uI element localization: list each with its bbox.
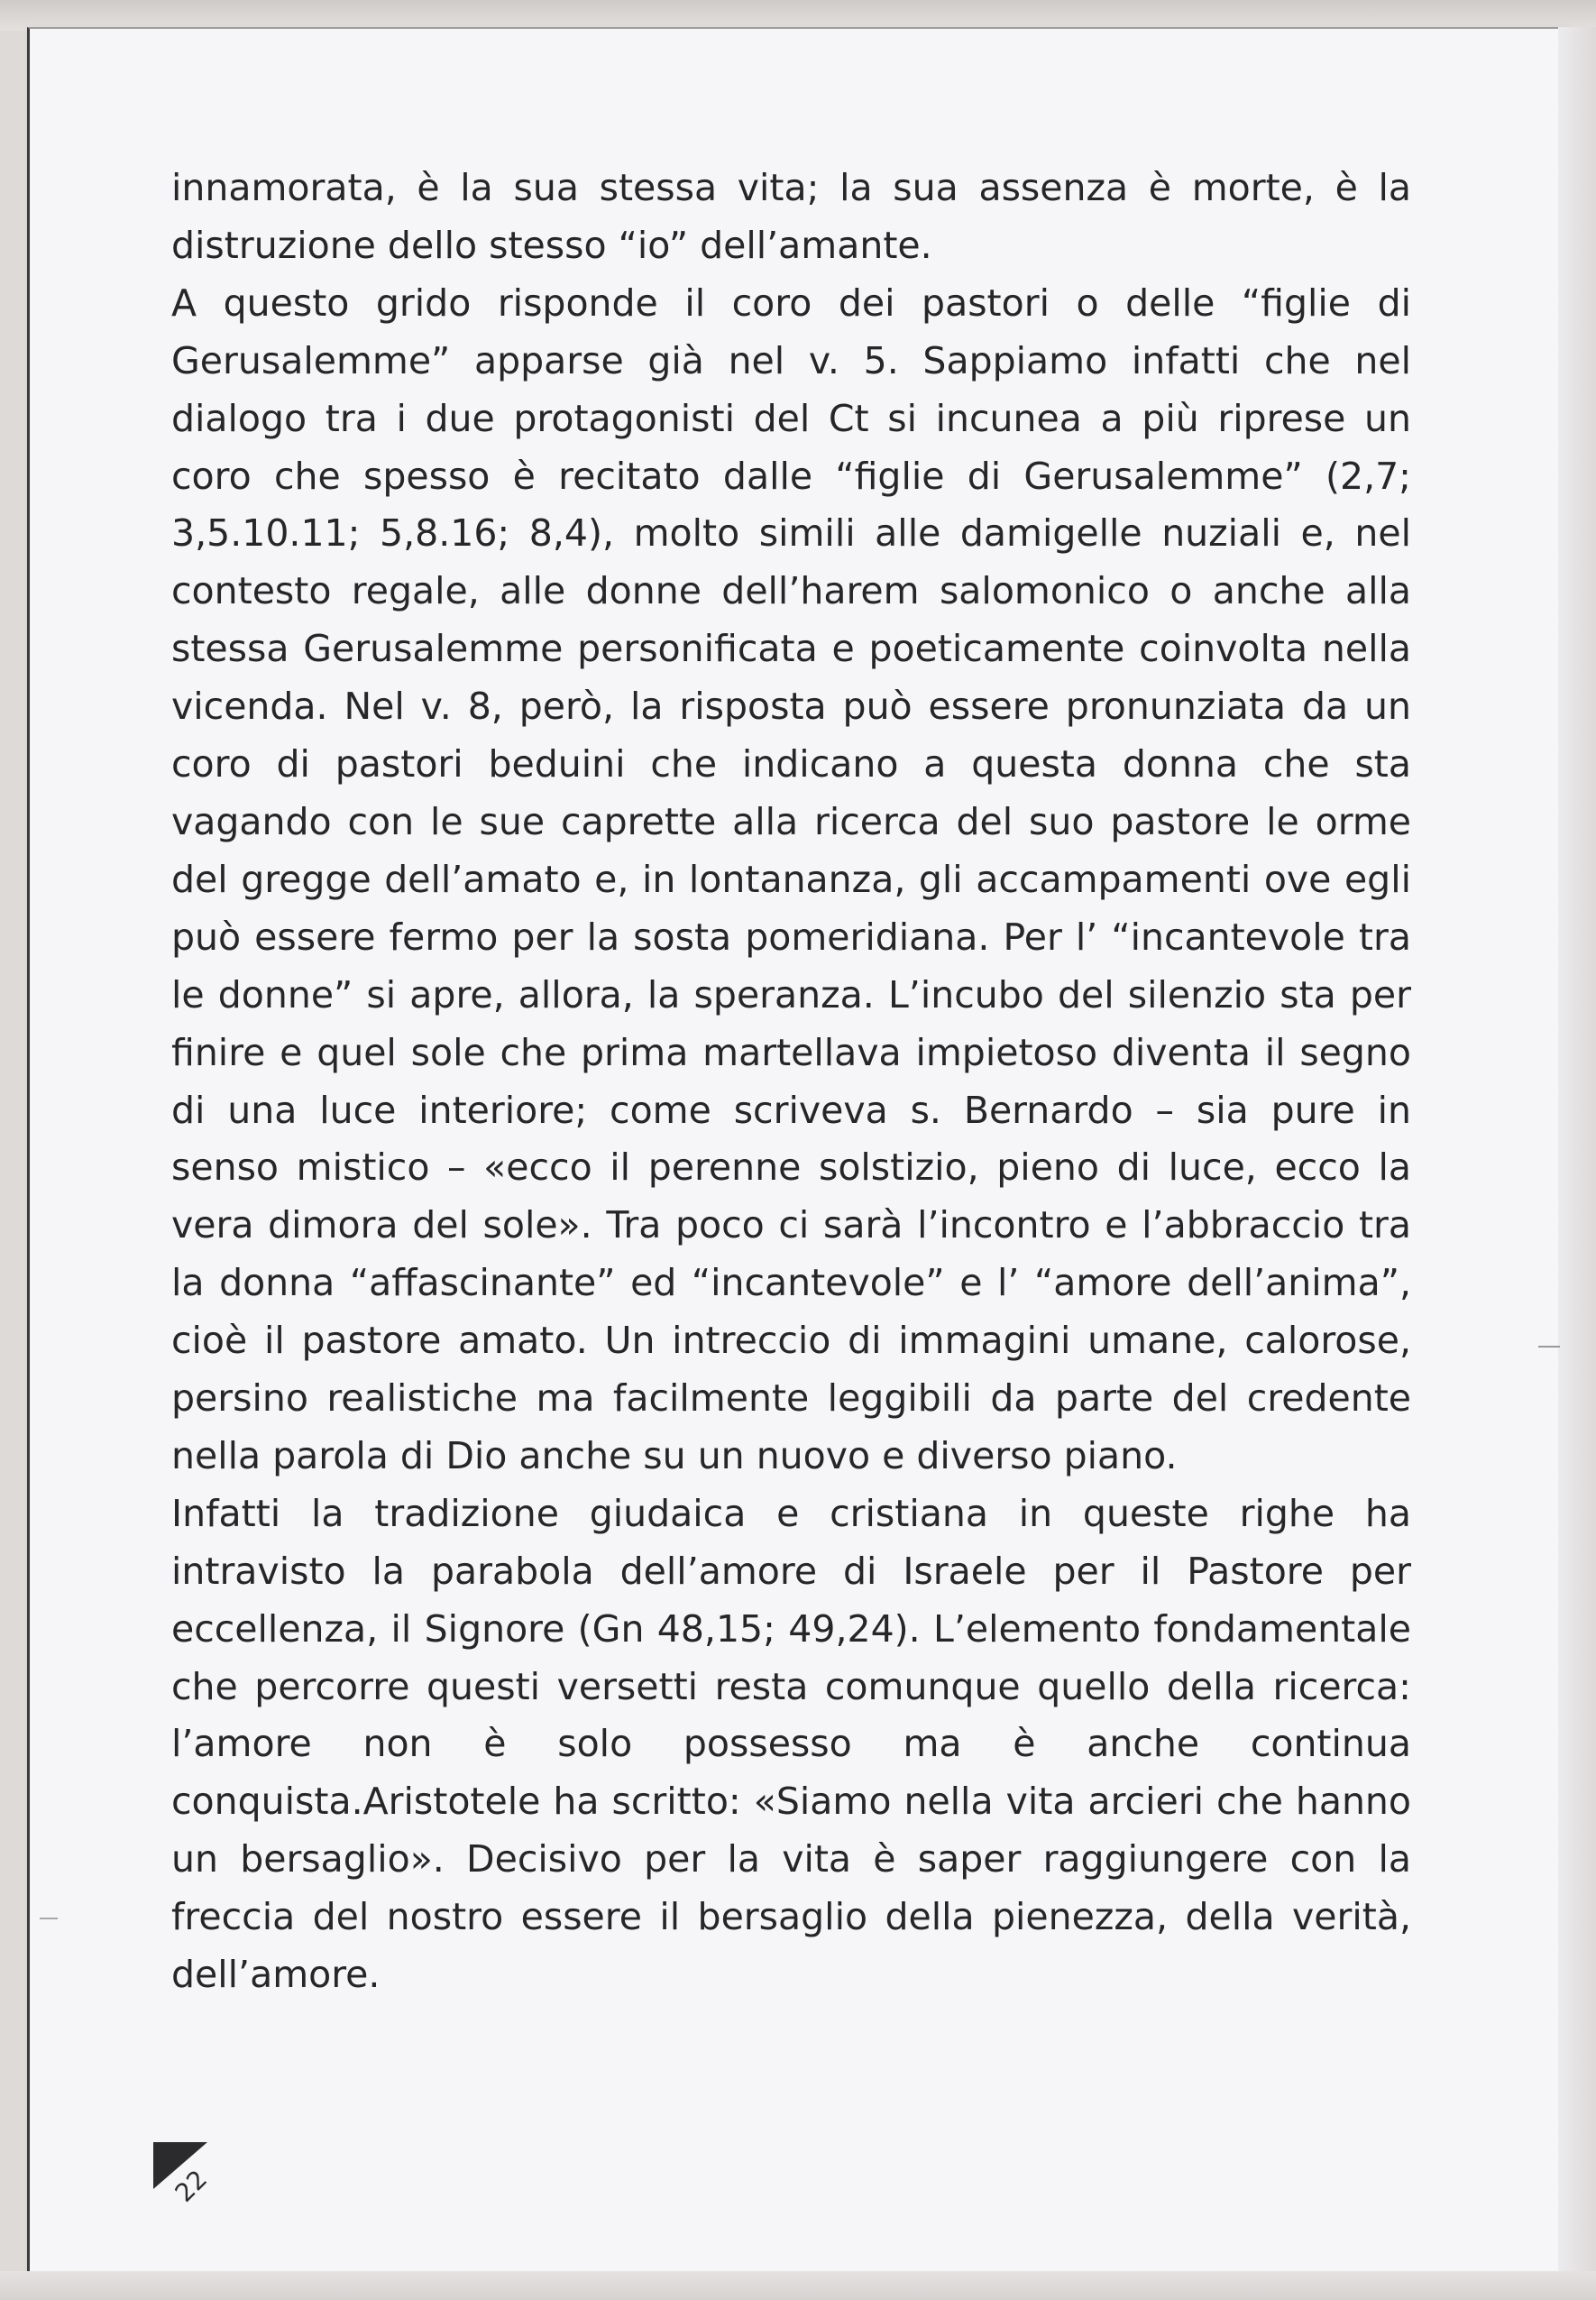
page-number: 22 — [169, 2164, 214, 2208]
body-text — [171, 160, 1411, 2004]
paragraph-1: innamorata, è la sua stessa vita; la sua assenza è morte, è la distruzione dello stesso “io” dell’amante. — [171, 166, 1411, 267]
margin-mark — [40, 1918, 58, 1919]
page-edge-mark — [1538, 1346, 1560, 1348]
scan-background-top — [0, 0, 1596, 31]
paragraph-2: A questo grido risponde il coro dei pastori o delle “figlie di Gerusalemme” apparse già nel v. 5. Sappiamo infatti che nel dialogo tra i due protagonisti del Ct si incunea a più riprese un coro che spesso è recitato dalle “figlie di Gerusalemme” (2,7; 3,5.10.11; 5,8.16; 8,4), molto simili alle damigelle nuziali e, nel contesto regale, alle donne dell’harem salomonico o anche alla stessa Gerusalemme personificata e poeticamente coinvolta nella vicenda. Nel v. 8, però, la risposta può essere pronunziata da un coro di pastori beduini che indicano a questa donna che sta vagando con le sue caprette alla ricerca del suo pastore le orme del gregge dell’amato e, in lontananza, gli accampamenti ove egli può essere fermo per la sosta pomeridiana. Per l’ “incantevole tra le donne” si apre, allora, la speranza. L’incubo del silenzio sta per finire e quel sole che prima martellava impietoso diventa il segno di una luce interiore; come scriveva s. Bernardo – sia pure in senso mistico – «ecco il perenne solstizio, pieno di luce, ecco la vera dimora del sole». Tra poco ci sarà l’incontro e l’abbraccio tra la donna “affascinante” ed “incantevole” e l’ “amore dell’anima”, cioè il pastore amato. Un intreccio di immagini umane, calorose, persino realistiche ma facilmente leggibili da parte del credente nella parola di Dio anche su un nuovo e diverso piano. — [171, 281, 1411, 1477]
page-number-marker — [153, 2142, 234, 2214]
paragraph-3: Infatti la tradizione giudaica e cristiana in queste righe ha intravisto la parabola dell’amore di Israele per il Pastore per eccellenza, il Signore (Gn 48,15; 49,24). L’elemento fondamentale che percorre questi versetti resta comunque quello della ricerca: l’amore non è solo possesso ma è anche continua conquista.Aristotele ha scritto: «Siamo nella vita arcieri che hanno un bersaglio». Decisivo per la vita è saper raggiungere con la freccia del nostro essere il bersaglio della pienezza, della verità, dell’amore. — [171, 1491, 1411, 1997]
scan-background-bottom — [0, 2271, 1596, 2300]
page-right-edge — [1558, 27, 1596, 2273]
